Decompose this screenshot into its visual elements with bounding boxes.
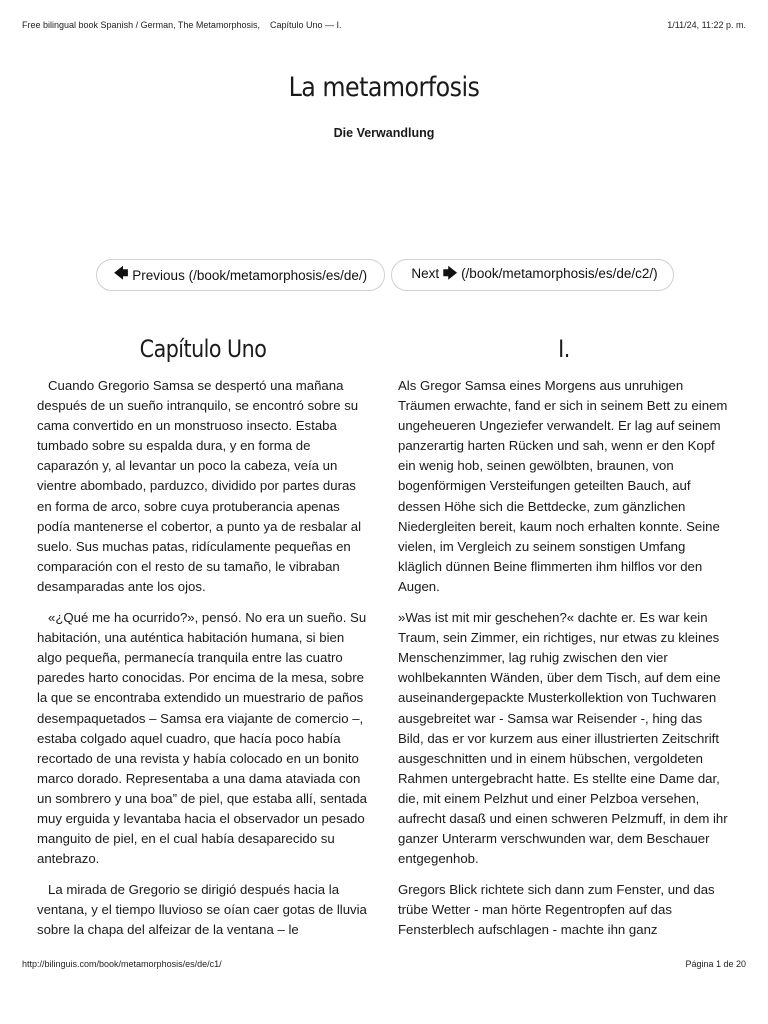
arrow-left-icon: 🡄: [113, 265, 129, 281]
spanish-paragraph: La mirada de Gregorio se dirigió después hacia la ventana, y el tiempo lluvioso se oían caer gotas de lluvia sobre la chapa del alfeizar de la ventana – le: [37, 882, 367, 938]
previous-chapter-label: Previous (/book/metamorphosis/es/de/): [132, 267, 368, 283]
book-title: La metamorfosis: [288, 72, 480, 103]
print-header: [22, 20, 746, 30]
german-chapter-heading: I.: [558, 335, 570, 363]
page-url: http://bilinguis.com/book/metamorphosis/es/de/c1/: [22, 959, 222, 969]
print-header-timestamp: 1/11/24, 11:22 p. m.: [667, 20, 746, 30]
print-footer: [22, 959, 746, 969]
german-paragraph: Als Gregor Samsa eines Morgens aus unruhigen Träumen erwachte, fand er sich in seinem Bett zu einem ungeheueren Ungeziefer verwandelt. Er lag auf seinem panzerartig harten Rücken und sah, wenn er den Kopf ein wenig hob, seinen gewölbten, braunen, von bogenförmigen Versteifungen geteilten Bauch, auf dessen Höhe sich die Bettdecke, zum gänzlichen Niedergleiten bereit, kaum noch erhalten konnte. Seine vielen, im Vergleich zu seinem sonstigen Umfang kläglich dünnen Beine flimmerten ihm hilflos vor den Augen.: [398, 378, 728, 594]
german-column: [398, 333, 730, 951]
arrow-right-icon: 🡆: [442, 265, 458, 281]
spanish-paragraph: Cuando Gregorio Samsa se despertó una mañana después de un sueño intranquilo, se encontró sobre su cama convertido en un monstruoso insecto. Estaba tumbado sobre su espalda dura, y en forma de caparazón y, al levantar un poco la cabeza, veía un vientre abombado, parduzco, dividido por partes duras en forma de arco, sobre cuya protuberancia apenas podía mantenerse el cobertor, a punto ya de resbalar al suelo. Sus muchas patas, ridículamente pequeñas en comparación con el resto de su tamaño, le vibraban desamparadas ante los ojos.: [37, 378, 362, 594]
next-chapter-button[interactable]: [391, 259, 674, 291]
print-header-title: Free bilingual book Spanish / German, The Metamorphosis, Capítulo Uno — I.: [22, 20, 342, 30]
spanish-column: [37, 333, 369, 951]
spanish-chapter-heading: Capítulo Uno: [139, 335, 267, 363]
spanish-paragraph: «¿Qué me ha ocurrido?», pensó. No era un sueño. Su habitación, una auténtica habitación humana, si bien algo pequeña, permanecía tranquila entre las cuatro paredes harto conocidas. Por encima de la mesa, sobre la que se encontraba extendido un muestrario de paños desempaquetados – Samsa era viajante de comercio –, estaba colgado aquel cuadro, que hacía poco había recortado de una revista y había colocado en un bonito marco dorado. Representaba a una dama ataviada con un sombrero y una boa” de piel, que estaba allí, sentada muy erguida y levantaba hacia el observador un pesado manguito de piel, en el cual había desaparecido su antebrazo.: [37, 610, 367, 867]
previous-chapter-button[interactable]: [96, 259, 385, 291]
chapter-navigation: [96, 259, 674, 291]
next-chapter-label: Next 🡆 (/book/metamorphosis/es/de/c2/): [411, 265, 658, 281]
book-subtitle: Die Verwandlung: [333, 126, 435, 140]
german-paragraph: »Was ist mit mir geschehen?« dachte er. Es war kein Traum, sein Zimmer, ein richtiges, nur etwas zu kleines Menschenzimmer, lag ruhig zwischen den vier wohlbekannten Wänden, über dem Tisch, auf dem eine auseinandergepackte Musterkollektion von Tuchwaren ausgebreitet war - Samsa war Reisender -, hing das Bild, das er vor kurzem aus einer illustrierten Zeitschrift ausgeschnitten und in einem hübschen, vergoldeten Rahmen untergebracht hatte. Es stellte eine Dame dar, die, mit einem Pelzhut und einer Pelzboa versehen, aufrecht dasaß und einen schweren Pelzmuff, in dem ihr ganzer Unterarm verschwunden war, dem Beschauer entgegenhob.: [398, 610, 728, 867]
page-number: Página 1 de 20: [685, 959, 746, 969]
german-paragraph: Gregors Blick richtete sich dann zum Fenster, und das trübe Wetter - man hörte Regentropfen auf das Fensterblech aufschlagen - machte ihn ganz: [398, 882, 715, 938]
